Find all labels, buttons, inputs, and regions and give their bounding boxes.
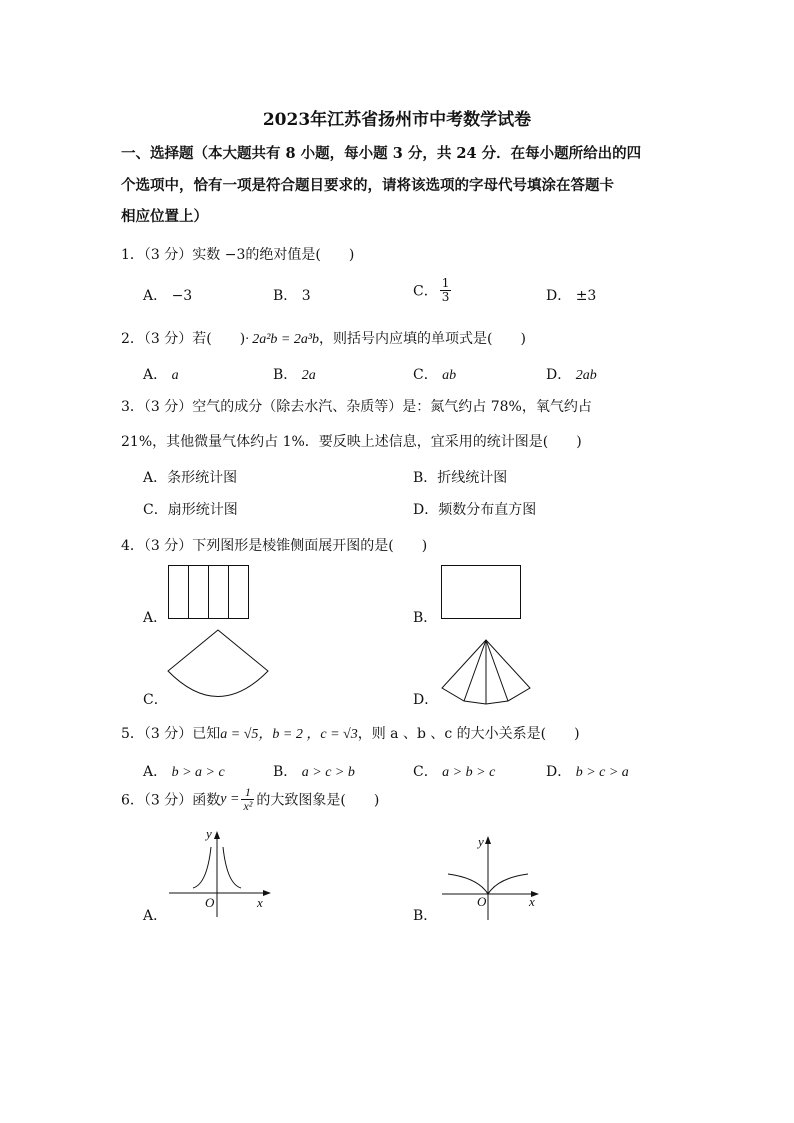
q4-figure-c-sector (165, 628, 271, 703)
section-heading-line3: 相应位置上） (121, 208, 208, 225)
q6-option-b-label: B． (413, 908, 438, 924)
q6a-origin-label: O (205, 895, 215, 910)
q4-option-b-label: B． (413, 610, 438, 626)
q6b-x-axis-label: x (529, 894, 535, 909)
q3-option-a: A．条形统计图 (143, 470, 238, 486)
q3-option-d: D．频数分布直方图 (413, 502, 537, 518)
q6b-y-axis-label: y (478, 834, 484, 849)
fraction-one-third: $\frac{1}{3}$ (441, 276, 450, 304)
q1-option-a: A． −3 (143, 288, 193, 304)
page-title: 2023年江苏省扬州市中考数学试卷 (262, 110, 532, 130)
question-4-stem: 4．（3 分）下列图形是棱锥侧面展开图的是( ) (121, 538, 428, 554)
q5-option-b: B． a > c > b (273, 764, 355, 780)
q2-option-b: B． 2a (273, 367, 316, 383)
q2-option-d: D． 2ab (546, 367, 597, 383)
q1-option-d: D． ±3 (546, 288, 597, 304)
q4-figure-b-rectangle (441, 565, 523, 620)
q6a-x-axis-label: x (257, 895, 263, 910)
q5-option-a: A． b > a > c (143, 764, 225, 780)
q1-option-c: C． $\frac{1}{3}$ (413, 276, 450, 304)
q4-option-c-label: C． (143, 692, 168, 708)
q4-option-d-label: D． (413, 692, 439, 708)
question-3-stem-line2: 21%，其他微量气体约占 1%．要反映上述信息，宜采用的统计图是( ) (121, 434, 582, 450)
q2-option-c: C． ab (413, 367, 457, 383)
fraction-one-over-x-squared: $\frac{1}{\text{x²}}$ (243, 785, 253, 813)
q4-figure-a-rectangles (168, 565, 250, 620)
q5-option-c: C． a > b > c (413, 764, 496, 780)
q5-option-d: D． b > c > a (546, 764, 629, 780)
question-1-stem: 1．（3 分）实数 −3的绝对值是( ) (121, 247, 355, 263)
q6a-y-axis-label: y (206, 826, 212, 841)
q6-option-a-label: A． (143, 908, 168, 924)
question-6-stem: 6．（3 分）函数y = $\frac{1}{\text{x²}}$ 的大致图象是( ) (121, 785, 380, 813)
q2-option-a: A． a (143, 367, 179, 383)
section-heading-line1: 一、选择题（本大题共有 8 小题，每小题 3 分，共 24 分．在每小题所给出的四 (121, 145, 642, 162)
q1-option-b: B． 3 (273, 288, 311, 304)
q3-option-c: C．扇形统计图 (143, 502, 238, 518)
q3-option-b: B．折线统计图 (413, 470, 508, 486)
section-heading-line2: 个选项中，恰有一项是符合题目要求的，请将该选项的字母代号填涂在答题卡 (121, 177, 614, 194)
question-3-stem-line1: 3．（3 分）空气的成分（除去水汽、杂质等）是：氮气约占 78%，氧气约占 (121, 399, 592, 415)
question-5-stem: 5．（3 分）已知a = √5，b = 2 ，c = √3，则 a 、b 、c 的大小关系是( ) (121, 726, 580, 742)
question-2-stem: 2．（3 分）若( )· 2a²b = 2a³b，则括号内应填的单项式是( ) (121, 331, 526, 347)
q4-option-a-label: A． (143, 610, 168, 626)
q6b-origin-label: O (477, 894, 487, 909)
q4-figure-d-pyramid-net (438, 638, 534, 706)
